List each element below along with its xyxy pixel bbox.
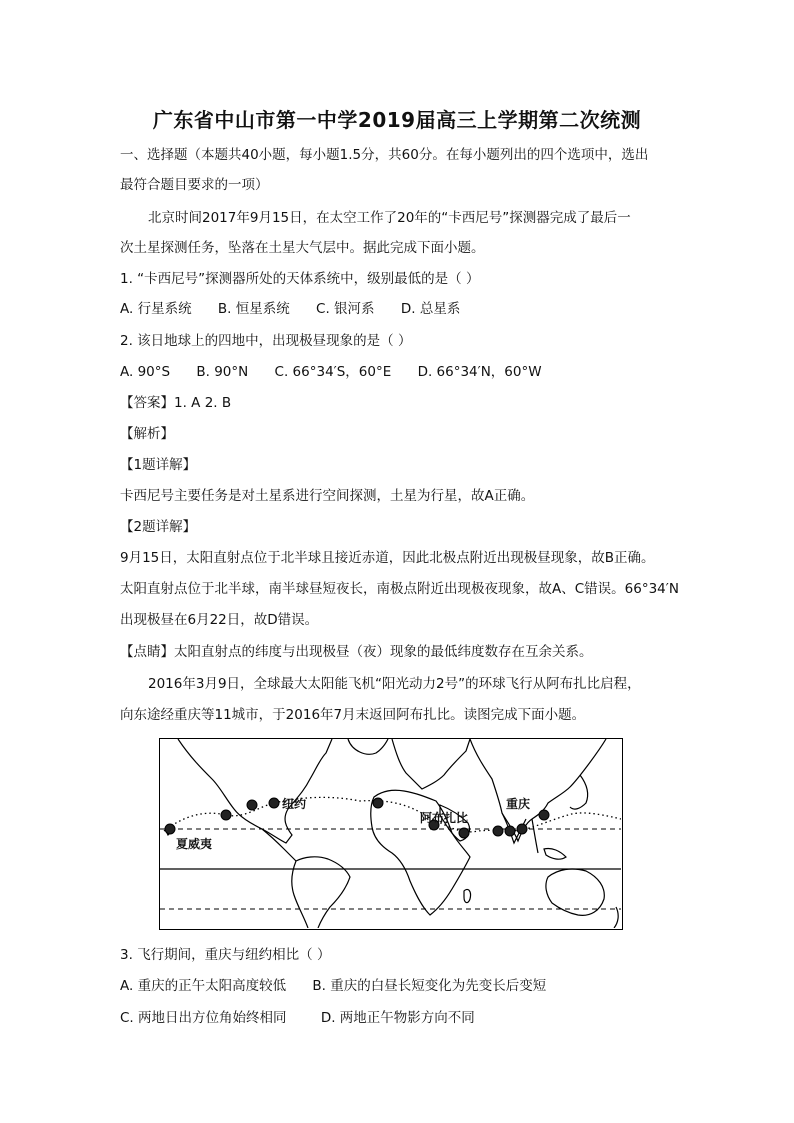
q2-option-c[interactable]: C. 66°34′S，60°E [274,364,392,380]
map-label-abudhabi: 阿布扎比 [420,811,469,825]
detail2-heading: 【2题详解】 [120,519,197,535]
detail2-line3: 出现极昼在6月22日，故D错误。 [120,612,319,628]
map-drawing [160,739,621,928]
passage1-line1: 北京时间2017年9月15日，在太空工作了20年的“卡西尼号”探测器完成了最后一 [148,210,631,226]
q3-options-row2 [120,1009,680,1027]
q1-option-c[interactable]: C. 银河系 [316,301,375,317]
dianjing-note: 【点睛】太阳直射点的纬度与出现极昼（夜）现象的最低纬度数存在互余关系。 [120,644,593,660]
q1-options [120,300,680,318]
q1-option-d[interactable]: D. 总星系 [400,301,461,317]
q2-option-a[interactable]: A. 90°S [120,364,171,380]
map-label-hawaii: 夏威夷 [176,837,213,851]
map-label-newyork: 纽约 [282,797,307,811]
q2-option-d[interactable]: D. 66°34′N，60°W [417,364,542,380]
q3-option-c[interactable]: C. 两地日出方位角始终相同 [120,1010,287,1026]
section-heading-cont: 最符合题目要求的一项） [120,177,269,193]
passage2-line2: 向东途经重庆等11城市，于2016年7月末返回阿布扎比。读图完成下面小题。 [120,707,586,723]
map-label-chongqing: 重庆 [506,797,531,811]
detail2-line1: 9月15日，太阳直射点位于北半球且接近赤道，因此北极点附近出现极昼现象，故B正确。 [120,550,655,566]
detail1-heading: 【1题详解】 [120,457,197,473]
passage2-line1: 2016年3月9日，全球最大太阳能飞机“阳光动力2号”的环球飞行从阿布扎比启程， [148,676,641,692]
answer: 【答案】1. A 2. B [120,395,232,411]
q3-option-b[interactable]: B. 重庆的白昼长短变化为先变长后变短 [312,978,547,994]
analysis-heading: 【解析】 [120,426,174,442]
q1-stem: 1. “卡西尼号”探测器所处的天体系统中，级别最低的是（ ） [120,271,480,287]
q3-options-row1 [120,977,680,995]
q1-option-a[interactable]: A. 行星系统 [120,301,192,317]
page-title: 广东省中山市第一中学2019届高三上学期第二次统测 [152,108,642,132]
passage1-line2: 次土星探测任务，坠落在土星大气层中。据此完成下面小题。 [120,240,485,256]
q2-option-b[interactable]: B. 90°N [196,364,249,380]
world-route-map [159,738,623,930]
q1-option-b[interactable]: B. 恒星系统 [217,301,290,317]
detail1-text: 卡西尼号主要任务是对土星系进行空间探测，土星为行星，故A正确。 [120,488,535,504]
section-heading: 一、选择题（本题共40小题，每小题1.5分，共60分。在每小题列出的四个选项中，选出 [120,147,649,163]
q3-option-a[interactable]: A. 重庆的正午太阳高度较低 [120,978,287,994]
q3-stem: 3. 飞行期间，重庆与纽约相比（ ） [120,947,331,963]
q2-stem: 2. 该日地球上的四地中，出现极昼现象的是（ ） [120,333,412,349]
q2-options [120,363,680,381]
q3-option-d[interactable]: D. 两地正午物影方向不同 [320,1010,475,1026]
detail2-line2: 太阳直射点位于北半球，南半球昼短夜长，南极点附近出现极夜现象，故A、C错误。66°34′N [120,581,679,597]
